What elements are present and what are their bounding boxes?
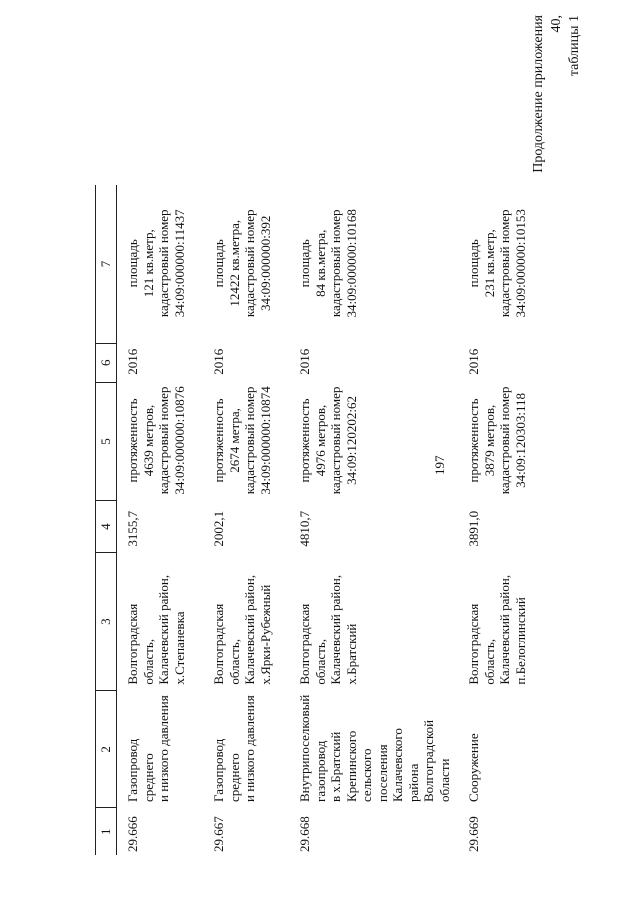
text-line: кадастровый номер [156, 209, 171, 318]
text-line: области [436, 758, 452, 802]
text-line: х.Ярки-Рубежный [257, 584, 273, 685]
text-line: Внутрипоселковый [297, 694, 312, 802]
row-number: 29.666 [125, 816, 140, 852]
text-line: Волгоградская область, [297, 603, 328, 685]
header-cell: 5 [96, 382, 117, 500]
caption-line-2: таблицы 1 [567, 15, 582, 77]
text-line: Калачевский район, [156, 574, 171, 685]
text-line: площадь [466, 239, 481, 288]
object-value: 3891,0 [466, 510, 481, 547]
object-characteristics [117, 382, 204, 500]
text-line: кадастровый номер [242, 386, 257, 495]
text-line: Сооружение [466, 733, 481, 802]
object-address [289, 553, 458, 691]
page-number: 197 [432, 455, 447, 475]
text-line: 34:09:000000:10876 [171, 386, 187, 495]
text-line: 34:09:000000:11437 [171, 209, 187, 318]
object-extra [458, 185, 552, 343]
object-address [117, 553, 204, 691]
text-line: площадь [211, 239, 226, 288]
text-line: 4639 метров, [140, 404, 156, 477]
object-characteristics [458, 382, 552, 500]
header-row [96, 185, 117, 855]
header-cell: 1 [96, 808, 117, 855]
text-line: 231 кв.метр, [481, 229, 497, 298]
text-line: 34:09:000000:10153 [512, 209, 528, 318]
object-value: 2002,1 [211, 510, 226, 547]
object-year: 2016 [211, 348, 226, 375]
object-address [458, 553, 552, 691]
text-line: 34:09:000000:392 [257, 215, 273, 311]
table-row [203, 185, 289, 855]
object-year: 2016 [125, 348, 140, 375]
header-cell: 6 [96, 343, 117, 382]
row-number: 29.668 [297, 816, 312, 852]
text-line: Крепинского [343, 730, 359, 802]
text-line: Калачевский район, [242, 574, 257, 685]
table-row [289, 185, 458, 855]
row-number: 29.667 [211, 816, 226, 852]
header-cell: 4 [96, 501, 117, 553]
header-cell: 3 [96, 553, 117, 691]
object-name [117, 691, 204, 808]
text-line: площадь [125, 239, 140, 288]
object-name [203, 691, 289, 808]
text-line: Волгоградская область, [211, 603, 242, 685]
object-year: 2016 [466, 348, 481, 375]
text-line: Волгоградской [421, 719, 436, 802]
row-number: 29.669 [466, 816, 481, 852]
object-value: 3155,7 [125, 510, 140, 547]
text-line: 4976 метров, [312, 404, 328, 477]
table-body [117, 185, 553, 855]
text-line: газопровод [312, 740, 328, 802]
text-line: площадь [297, 239, 312, 288]
text-line: Калачевский район, [328, 574, 343, 685]
object-extra [203, 185, 289, 343]
object-characteristics [203, 382, 289, 500]
text-line: Газопровод среднего [211, 738, 242, 802]
data-table [95, 185, 552, 855]
text-line: сельского поселения [359, 744, 390, 802]
header-cell: 7 [96, 185, 117, 343]
text-line: и низкого давления [242, 695, 257, 802]
text-line: 3879 метров, [481, 404, 497, 477]
text-line: 34:09:000000:10874 [257, 386, 273, 495]
text-line: 84 кв.метра, [312, 229, 328, 297]
text-line: х.Братский [343, 623, 359, 685]
caption-line-1: Продолжение приложения 40, [531, 15, 564, 173]
object-extra [117, 185, 204, 343]
text-line: кадастровый номер [328, 209, 343, 318]
text-line: кадастровый номер [328, 386, 343, 495]
text-line: Газопровод среднего [125, 738, 156, 802]
text-line: 2674 метра, [226, 408, 242, 473]
object-address [203, 553, 289, 691]
text-line: в х.Братский [328, 731, 343, 802]
text-line: кадастровый номер [497, 386, 512, 495]
table-caption [530, 15, 584, 185]
object-name [289, 691, 458, 808]
text-line: Калачевский район, [497, 574, 512, 685]
table-row [117, 185, 204, 855]
text-line: х.Степаневка [171, 611, 187, 685]
object-extra [289, 185, 458, 343]
text-line: Калачевского района [390, 728, 421, 802]
table-row [458, 185, 552, 855]
text-line: протяженность [125, 398, 140, 483]
text-line: 34:09:120303:118 [512, 393, 528, 488]
text-line: кадастровый номер [242, 209, 257, 318]
text-line: Волгоградская область, [466, 603, 497, 685]
object-year: 2016 [297, 348, 312, 375]
text-line: протяженность [211, 398, 226, 483]
text-line: и низкого давления [156, 695, 171, 802]
text-line: протяженность [297, 398, 312, 483]
text-line: протяженность [466, 398, 481, 483]
text-line: кадастровый номер [156, 386, 171, 495]
object-characteristics [289, 382, 458, 500]
header-cell: 2 [96, 691, 117, 808]
text-line: 121 кв.метр, [140, 229, 156, 298]
table-header [96, 185, 117, 855]
text-line: п.Белоглинский [512, 597, 528, 685]
text-line: кадастровый номер [497, 209, 512, 318]
text-line: 34:09:120202:62 [343, 396, 359, 485]
text-line: Волгоградская область, [125, 603, 156, 685]
text-line: 12422 кв.метра, [226, 219, 242, 307]
object-value: 4810,7 [297, 510, 312, 547]
text-line: 34:09:000000:10168 [343, 209, 359, 318]
object-name [458, 691, 552, 808]
